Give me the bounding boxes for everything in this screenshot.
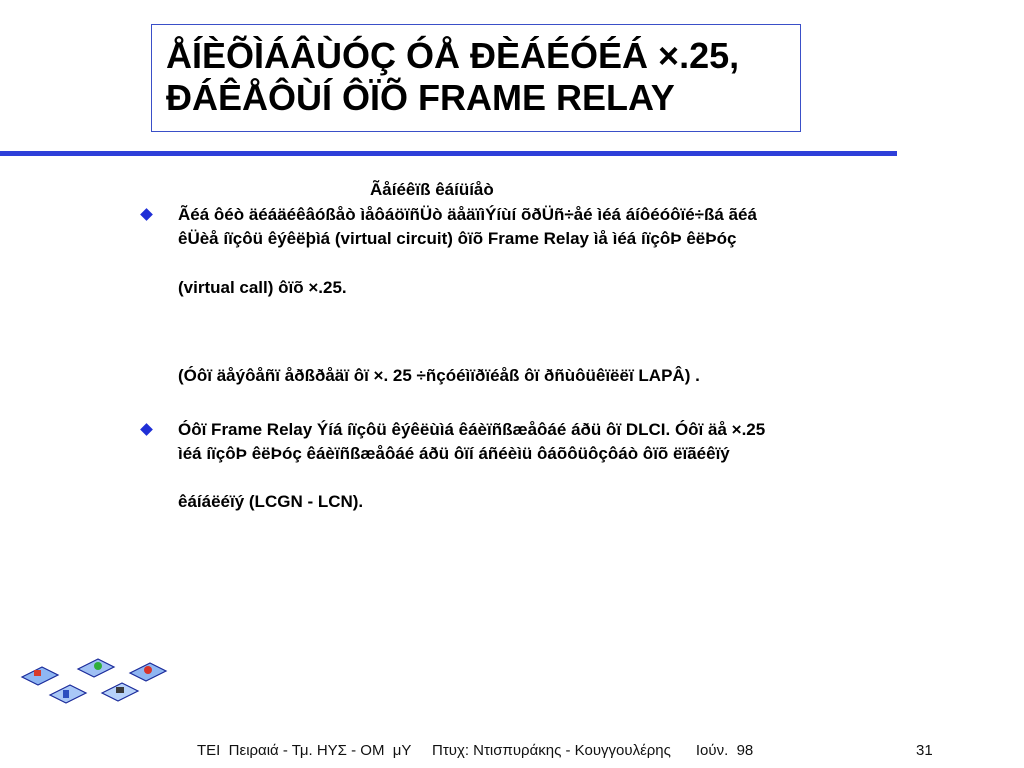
section-subheading: Ãåíéêïß êáíüíåò (370, 180, 494, 199)
info-icon (144, 666, 152, 674)
bullet-1-line-1: Ãéá ôéò äéáäéêâóßåò ìåôáöïñÜò äåäïìÝíùí õðÜñ÷åé ìéá áíôéóôïé÷ßá ãéá (178, 205, 757, 224)
bullet-1-line-4: (Óôï äåýôåñï åðßðåäï ôï ×. 25 ÷ñçóéìïðïéåß ôï ðñùôüêïëëï LAPÂ) . (178, 366, 700, 385)
page-number: 31 (916, 742, 933, 759)
phone-icon (116, 687, 124, 693)
slide-footer: TEI Πειραιά - Τμ. ΗΥΣ - ΟΜ μΥ Πτυχ: Ντισπυράκης - Κουγγουλέρης Ιούν. 98 (197, 742, 754, 759)
bullet-2-line-2: ìéá íïçôÞ êëÞóç êáèïñßæåôáé áðü ôïí áñéèìü ôáõôüôçôáò ôïõ ëïãéêïý (178, 444, 730, 463)
computer-icon (63, 690, 69, 698)
bullet-diamond-icon (140, 423, 153, 436)
slide-title-box (151, 24, 801, 132)
bullet-2-line-1: Óôï Frame Relay Ýíá íïçôü êýêëùìá êáèïñßæåôáé áðü ôï DLCI. Óôï äå ×.25 (178, 420, 766, 439)
bullet-2-line-3: êáíáëéïý (LCGN - LCN). (178, 492, 364, 511)
slide-title-line-2: ÐÁÊÅÔÙÍ ÔÏÕ FRAME RELAY (166, 77, 675, 118)
title-divider (0, 151, 897, 156)
printer-icon (34, 670, 41, 676)
slide-title-line-1: ÅÍÈÕÌÁÂÙÓÇ ÓÅ ÐÈÁÉÓÉÁ ×.25, (166, 35, 740, 76)
bullet-1-line-2: êÜèå íïçôü êýêëþìá (virtual circuit) ôïõ Frame Relay ìå ìéá íïçôÞ êëÞóç (178, 229, 737, 248)
user-icon (94, 662, 102, 670)
bullet-1-line-3: (virtual call) ôïõ ×.25. (178, 278, 347, 297)
network-puzzle-illustration (20, 655, 170, 720)
bullet-diamond-icon (140, 208, 153, 221)
